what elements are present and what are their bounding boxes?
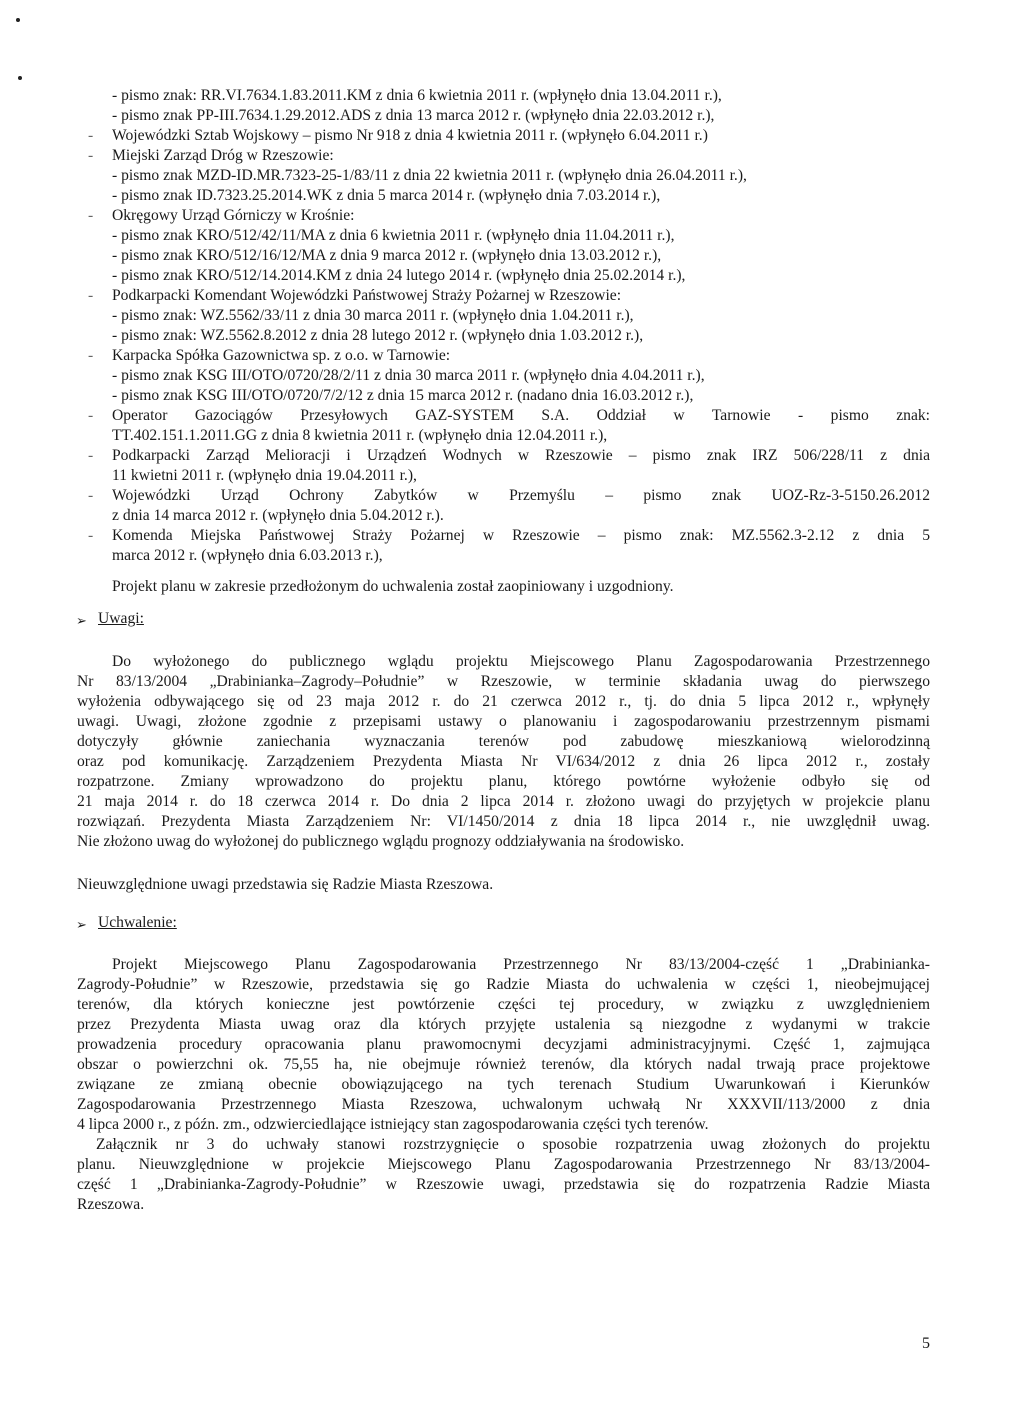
paragraph-line: Nie złożono uwag do wyłożonej do publicznego wglądu prognozy oddziaływania na środowisko. bbox=[77, 833, 685, 850]
paragraph-line: rozwiązań. Prezydenta Miasta Zarządzeniem Nr: VI/1450/2014 z dnia 18 lipca 2014 r., nie uwzględnił uwag. bbox=[77, 813, 930, 830]
list-item: - pismo znak KSG III/OTO/0720/28/2/11 z dnia 30 marca 2011 r. (wpłynęło dnia 4.04.2011 r.), bbox=[112, 367, 705, 384]
list-item: - pismo znak KRO/512/16/12/MA z dnia 9 marca 2012 r. (wpłynęło dnia 13.03.2012 r.), bbox=[112, 247, 662, 264]
list-item: Operator Gazociągów Przesyłowych GAZ-SYSTEM S.A. Oddział w Tarnowie - pismo znak: bbox=[112, 407, 930, 424]
paragraph-line: część 1 „Drabinianka-Zagrody-Południe” w Rzeszowie uwagi, przedstawia się do rozpatrzenia Radzie Miasta bbox=[77, 1176, 930, 1193]
list-item: Podkarpacki Zarząd Melioracji i Urządzeń Wodnych w Rzeszowie – pismo znak IRZ 506/228/11 z dnia bbox=[112, 447, 930, 464]
paragraph-line: planu. Nieuwzględnione w projekcie Miejscowego Planu Zagospodarowania Przestrzennego Nr 83/13/2004- bbox=[77, 1156, 930, 1173]
list-item: TT.402.151.1.2011.GG z dnia 8 kwietnia 2011 r. (wpłynęło dnia 12.04.2011 r.), bbox=[112, 427, 608, 444]
opinion-statement: Projekt planu w zakresie przedłożonym do uchwalenia został zaopiniowany i uzgodniony. bbox=[112, 578, 674, 595]
paragraph-line: Do wyłożonego do publicznego wglądu projektu Miejscowego Planu Zagospodarowania Przestrzennego bbox=[112, 653, 930, 670]
page-number: 5 bbox=[922, 1335, 930, 1352]
paragraph-line: Zagospodarowania Przestrzennego Miasta Rzeszowa, uchwalonym uchwałą Nr XXXVII/113/2000 z dnia bbox=[77, 1096, 930, 1113]
arrow-bullet-icon: ➢ bbox=[76, 614, 87, 629]
uwagi-note: Nieuwzględnione uwagi przedstawia się Radzie Miasta Rzeszowa. bbox=[77, 876, 494, 893]
list-item: - pismo znak ID.7323.25.2014.WK z dnia 5 marca 2014 r. (wpłynęło dnia 7.03.2014 r.), bbox=[112, 187, 661, 204]
paragraph-line: wyłożenia odbywającego się od 23 maja 2012 r. do 21 czerwca 2012 r., tj. do dnia 5 lipca 2012 r., wpłynęły bbox=[77, 693, 930, 710]
list-item: z dnia 14 marca 2012 r. (wpłynęło dnia 5.04.2012 r.). bbox=[112, 507, 444, 524]
list-item: - pismo znak PP-III.7634.1.29.2012.ADS z dnia 13 marca 2012 r. (wpłynęło dnia 22.03.2012 r.), bbox=[112, 107, 715, 124]
dash-marker: - bbox=[88, 287, 94, 304]
dash-marker: - bbox=[88, 447, 94, 464]
paragraph-line: dotyczyły głównie zaniechania wyznaczania terenów pod zabudowę mieszkaniową wielorodzinną bbox=[77, 733, 930, 750]
paragraph-line: uwagi. Uwagi, złożone zgodnie z przepisami ustawy o planowaniu i zagospodarowaniu przestrzennym pismami bbox=[77, 713, 930, 730]
paragraph-line: Rzeszowa. bbox=[77, 1196, 145, 1213]
arrow-bullet-icon: ➢ bbox=[76, 918, 87, 933]
paragraph-line: 4 lipca 2000 r., z późn. zm., odzwierciedlające istniejący stan zagospodarowania części tych terenów. bbox=[77, 1116, 709, 1133]
list-item: Wojewódzki Urząd Ochrony Zabytków w Przemyślu – pismo znak UOZ-Rz-3-5150.26.2012 bbox=[112, 487, 930, 504]
dash-marker: - bbox=[88, 487, 94, 504]
paragraph-line: prowadzenia procedury opracowania planu prawomocnymi decyzjami administracyjnymi. Część 1, zajmująca bbox=[77, 1036, 930, 1053]
list-item: marca 2012 r. (wpłynęło dnia 6.03.2013 r.), bbox=[112, 547, 383, 564]
dash-marker: - bbox=[88, 127, 94, 144]
scan-speck-top bbox=[16, 18, 20, 22]
list-item: - pismo znak: RR.VI.7634.1.83.2011.KM z dnia 6 kwietnia 2011 r. (wpłynęło dnia 13.04.2011 r.), bbox=[112, 87, 722, 104]
paragraph-line: 21 maja 2014 r. do 18 czerwca 2014 r. Do dnia 2 lipca 2014 r. złożono uwagi do przyjętych w projekcie planu bbox=[77, 793, 930, 810]
scan-speck-hole bbox=[18, 76, 22, 80]
paragraph-line: obszar o powierzchni ok. 75,55 ha, nie obejmuje również terenów, dla których nadal trwają prace projektowe bbox=[77, 1056, 930, 1073]
paragraph-line: rozpatrzone. Zmiany wprowadzono do projektu planu, którego powtórne wyłożenie odbyło się od bbox=[77, 773, 930, 790]
paragraph-line: terenów, dla których konieczne jest powtórzenie części tej procedury, w związku z uwzględnieniem bbox=[77, 996, 930, 1013]
paragraph-line: oraz pod komunikację. Zarządzeniem Prezydenta Miasta Nr VI/634/2012 z dnia 26 lipca 2012 r., zostały bbox=[77, 753, 930, 770]
paragraph-line: Nr 83/13/2004 „Drabinianka–Zagrody–Południe” w Rzeszowie, w terminie składania uwag do pierwszego bbox=[77, 673, 930, 690]
list-item: Komenda Miejska Państwowej Straży Pożarnej w Rzeszowie – pismo znak: MZ.5562.3-2.12 z dnia 5 bbox=[112, 527, 930, 544]
paragraph-line: związane ze zmianą obecnie obowiązującego na tych terenach Studium Uwarunkowań i Kierunków bbox=[77, 1076, 930, 1093]
paragraph-line: Załącznik nr 3 do uchwały stanowi rozstrzygnięcie o sposobie rozpatrzenia uwag złożonych do projektu bbox=[96, 1136, 930, 1153]
list-item: - pismo znak: WZ.5562/33/11 z dnia 30 marca 2011 r. (wpłynęło dnia 1.04.2011 r.), bbox=[112, 307, 634, 324]
dash-marker: - bbox=[88, 347, 94, 364]
paragraph-line: Projekt Miejscowego Planu Zagospodarowania Przestrzennego Nr 83/13/2004-część 1 „Drabinianka- bbox=[112, 956, 930, 973]
list-item: 11 kwietni 2011 r. (wpłynęło dnia 19.04.2011 r.), bbox=[112, 467, 417, 484]
paragraph-line: przez Prezydenta Miasta uwag oraz dla których przyjęte ustalenia są niezgodne z wydanymi w trakcie bbox=[77, 1016, 930, 1033]
list-item: Wojewódzki Sztab Wojskowy – pismo Nr 918 z dnia 4 kwietnia 2011 r. (wpłynęło 6.04.2011 r.) bbox=[112, 127, 708, 144]
section-heading-uchwalenie: Uchwalenie: bbox=[98, 914, 177, 931]
list-item: - pismo znak KRO/512/14.2014.KM z dnia 24 lutego 2014 r. (wpłynęło dnia 25.02.2014 r.), bbox=[112, 267, 686, 284]
list-item: - pismo znak MZD-ID.MR.7323-25-1/83/11 z dnia 22 kwietnia 2011 r. (wpłynęło dnia 26.04.2011 r.), bbox=[112, 167, 747, 184]
list-item: Miejski Zarząd Dróg w Rzeszowie: bbox=[112, 147, 334, 164]
list-item: - pismo znak: WZ.5562.8.2012 z dnia 28 lutego 2012 r. (wpłynęło dnia 1.03.2012 r.), bbox=[112, 327, 644, 344]
list-item: - pismo znak KRO/512/42/11/MA z dnia 6 kwietnia 2011 r. (wpłynęło dnia 11.04.2011 r.), bbox=[112, 227, 675, 244]
list-item: - pismo znak KSG III/OTO/0720/7/2/12 z dnia 15 marca 2012 r. (nadano dnia 16.03.2012 r.), bbox=[112, 387, 694, 404]
list-item: Karpacka Spółka Gazownictwa sp. z o.o. w Tarnowie: bbox=[112, 347, 451, 364]
dash-marker: - bbox=[88, 527, 94, 544]
paragraph-line: Zagrody-Południe” w Rzeszowie, przedstawia się go Radzie Miasta do uchwalenia w części 1, nieobejmującej bbox=[77, 976, 930, 993]
list-item: Podkarpacki Komendant Wojewódzki Państwowej Straży Pożarnej w Rzeszowie: bbox=[112, 287, 622, 304]
dash-marker: - bbox=[88, 207, 94, 224]
list-item: Okręgowy Urząd Górniczy w Krośnie: bbox=[112, 207, 355, 224]
dash-marker: - bbox=[88, 407, 94, 424]
section-heading-uwagi: Uwagi: bbox=[98, 610, 144, 627]
dash-marker: - bbox=[88, 147, 94, 164]
